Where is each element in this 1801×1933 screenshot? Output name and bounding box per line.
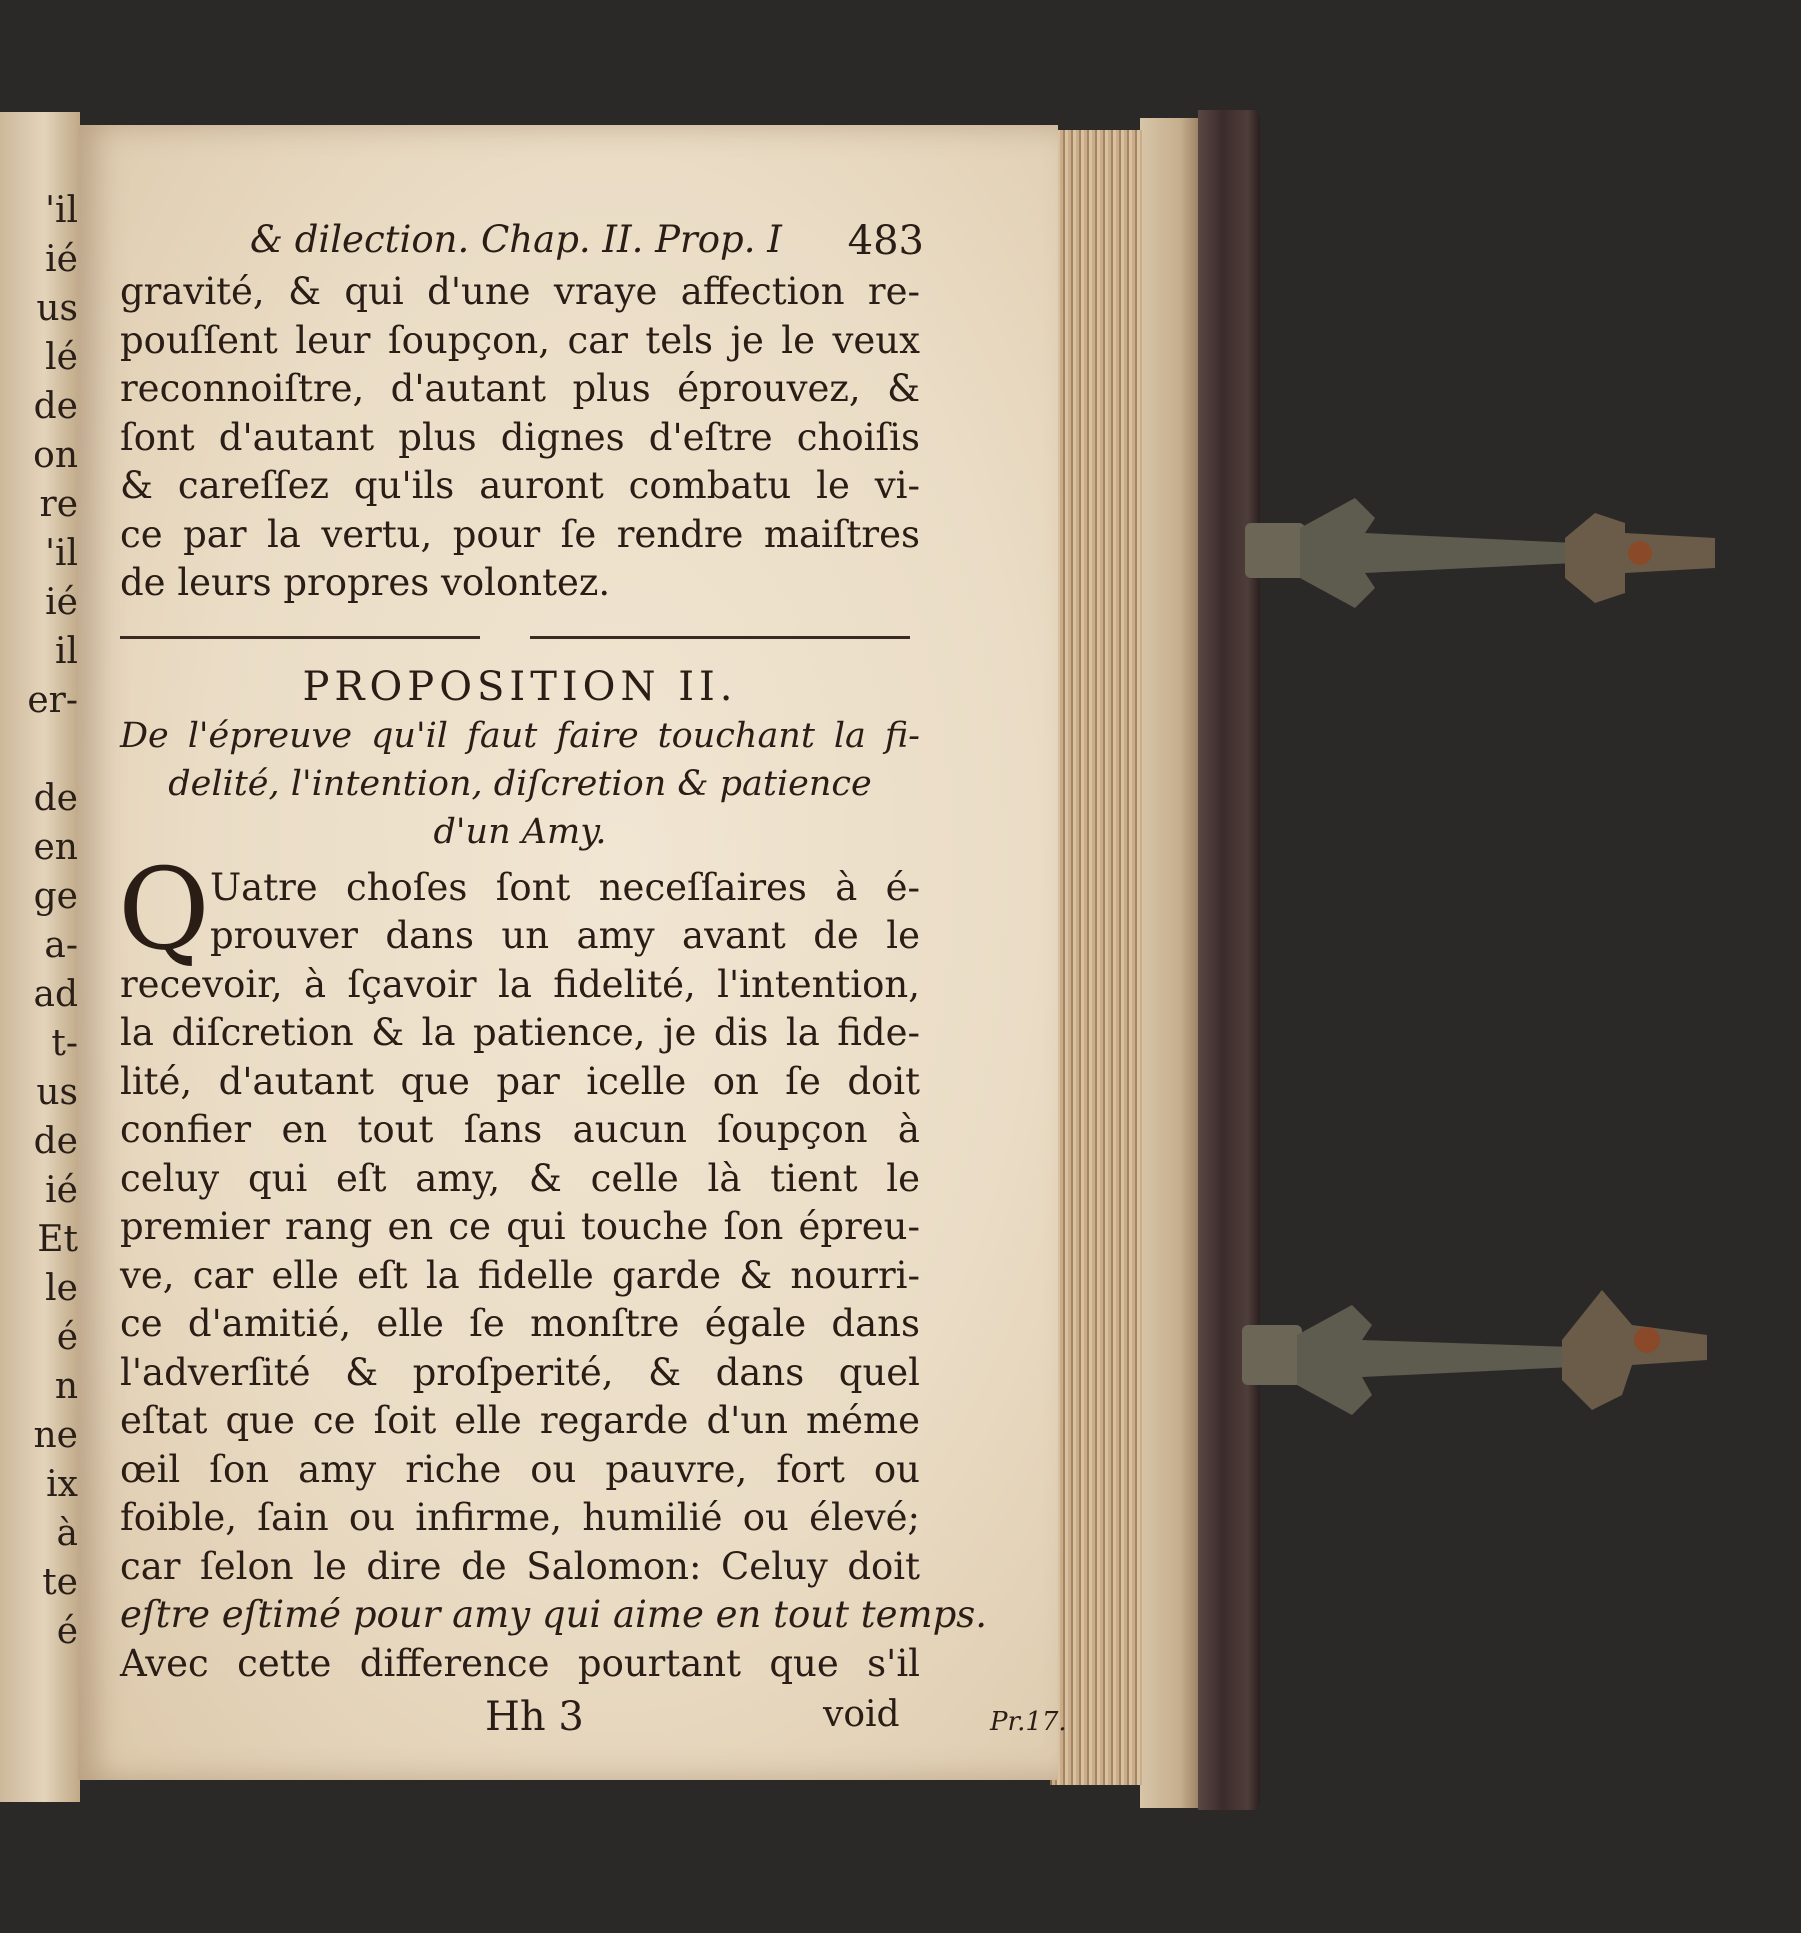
section-subtitle-line: De l'épreuve qu'il faut faire touchant la fi- xyxy=(120,715,920,756)
book-page xyxy=(78,125,1067,1780)
text-line: la diſcretion & la patience, je dis la fide- xyxy=(120,1011,920,1054)
text-line: eſtre eſtimé pour amy qui aime en tout temps. xyxy=(120,1593,988,1636)
catchword: void xyxy=(823,1694,900,1735)
left-page-fragment-text: le xyxy=(45,1268,78,1309)
text-line: pouſſent leur ſoupçon, car tels je le veux xyxy=(120,318,920,362)
page-number: 483 xyxy=(847,218,924,264)
left-page-fragment-text: on xyxy=(33,435,78,476)
left-page-fragment-text: ne xyxy=(33,1415,78,1456)
left-page-fragment-text: 'il xyxy=(45,533,78,574)
text-line: ſont d'autant plus dignes d'eſtre choiſis xyxy=(120,415,920,459)
left-page-fragment-text: de xyxy=(33,1121,78,1162)
lower-clasp-icon xyxy=(1242,1285,1722,1435)
text-line: lité, d'autant que par icelle on ſe doit xyxy=(120,1059,920,1103)
left-page-fragment-text: é xyxy=(56,1611,78,1652)
paragraph-1 xyxy=(120,268,920,608)
text-line: recevoir, à ſçavoir la fidelité, l'intention, xyxy=(120,962,920,1006)
text-line: car ſelon le dire de Salomon: Celuy doit xyxy=(120,1544,920,1588)
page-text-block xyxy=(118,218,1067,1744)
text-line: celuy qui eſt amy, & celle là tient le xyxy=(120,1156,920,1200)
left-page-fragment-text: a- xyxy=(44,925,78,966)
text-line: ve, car elle eſt la fidelle garde & nourri- xyxy=(120,1253,920,1297)
left-page-fragment-text: ge xyxy=(33,876,78,917)
left-page-fragment-text: us xyxy=(36,1072,78,1113)
text-line: eſtat que ce ſoit elle regarde d'un méme xyxy=(120,1399,920,1442)
left-page-fragment-text: ad xyxy=(33,974,78,1015)
left-page-fragment-text: re xyxy=(39,484,78,525)
page-fore-edge xyxy=(1050,130,1142,1785)
margin-note: Pr.17. xyxy=(990,1706,1067,1737)
left-page-fragment-text: à xyxy=(56,1513,78,1554)
left-page-fragment-text: n xyxy=(54,1366,78,1407)
text-line: premier rang en ce qui touche ſon épreu- xyxy=(120,1205,920,1248)
left-page-fragment-text: te xyxy=(42,1562,78,1603)
text-line: foible, ſain ou infirme, humilié ou élevé; xyxy=(120,1496,920,1539)
left-page-fragment-text: er- xyxy=(27,680,78,721)
left-page-fragment-text: é xyxy=(56,1317,78,1358)
text-line: confier en tout ſans aucun ſoupçon à xyxy=(120,1108,920,1151)
text-line: reconnoiſtre, d'autant plus éprouvez, & xyxy=(120,367,920,410)
left-page-fragment-text: t- xyxy=(51,1023,78,1064)
text-line: de leurs propres volontez. xyxy=(120,561,611,604)
left-page-fragment-text: ié xyxy=(45,582,78,623)
page-footer xyxy=(120,1694,920,1744)
book-spine xyxy=(1198,110,1260,1810)
text-line: & careſſez qu'ils auront combatu le vi- xyxy=(120,464,920,507)
section-subtitle-line: d'un Amy. xyxy=(433,811,607,852)
upper-clasp-icon xyxy=(1245,478,1725,628)
section-subtitle-line: delité, l'intention, diſcretion & patience xyxy=(168,763,872,804)
left-page-fragment-text: ix xyxy=(46,1464,78,1505)
text-line: prouver dans un amy avant de le xyxy=(210,914,920,957)
left-page-fragment-text: ié xyxy=(45,239,78,280)
left-page-fragment-text: lé xyxy=(45,337,78,378)
text-line: l'adverſité & proſperité, & dans quel xyxy=(120,1350,920,1394)
cover-edge xyxy=(1140,118,1198,1808)
text-line: Uatre choſes ſont neceſſaires à é- xyxy=(210,865,920,909)
section-rule xyxy=(120,614,920,662)
left-page-fragment-text: us xyxy=(36,288,78,329)
left-page-fragment xyxy=(0,112,80,1802)
text-line: œil ſon amy riche ou pauvre, fort ou xyxy=(120,1447,920,1491)
section-heading: PROPOSITION II. xyxy=(302,663,738,710)
left-page-fragment-text: Et xyxy=(37,1219,78,1260)
left-page-fragment-text: de xyxy=(33,778,78,819)
text-line: ce d'amitié, elle ſe monſtre égale dans xyxy=(120,1302,920,1345)
signature-mark: Hh 3 xyxy=(485,1694,584,1740)
drop-cap: Q xyxy=(118,844,210,975)
text-line: gravité, & qui d'une vraye affection re- xyxy=(120,270,920,313)
text-line: Avec cette difference pourtant que s'il xyxy=(120,1641,920,1685)
left-page-fragment-text: il xyxy=(54,631,78,672)
left-page-fragment-text: de xyxy=(33,386,78,427)
running-head xyxy=(120,218,924,268)
left-page-fragment-text: 'il xyxy=(45,190,78,231)
text-line: ce par la vertu, pour ſe rendre maiſtres xyxy=(120,512,920,556)
left-page-fragment-text: en xyxy=(33,827,78,868)
left-page-fragment-text: ié xyxy=(45,1170,78,1211)
running-head-title: & dilection. Chap. II. Prop. I xyxy=(250,218,782,261)
